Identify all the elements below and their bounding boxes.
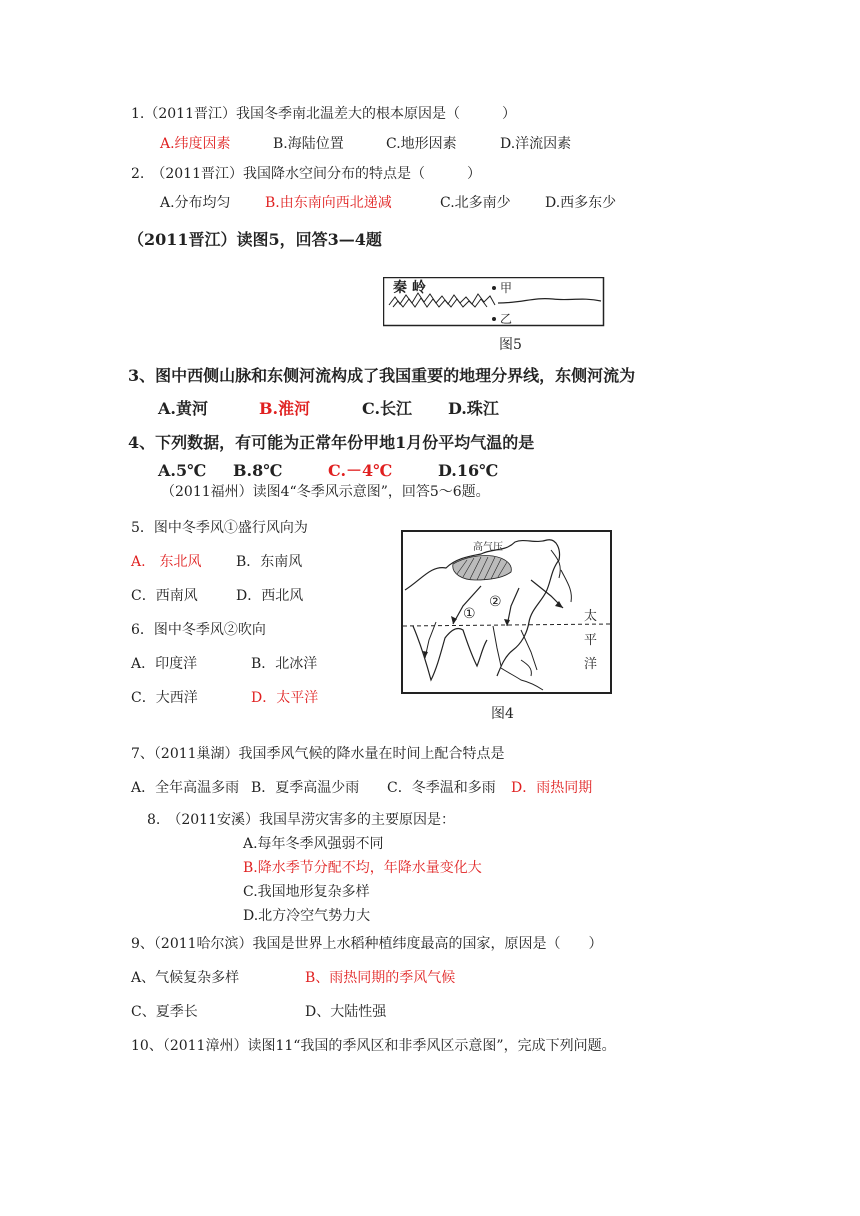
q2-option-a: A.分布均匀	[160, 195, 231, 211]
q4-stem: 4、下列数据，有可能为正常年份甲地1月份平均气温的是	[128, 433, 535, 452]
q7-option-c: C．冬季温和多雨	[387, 780, 496, 796]
fig4-ocean-2: 平	[584, 633, 598, 648]
fig4-ocean-1: 太	[584, 609, 598, 624]
fig5-label-yi: 乙	[500, 312, 513, 326]
q8-option-a: A.每年冬季风强弱不同	[243, 836, 384, 852]
q4-option-c: C.－4℃	[328, 461, 393, 480]
q6-option-d: D．太平洋	[251, 690, 319, 706]
q7-option-a: A．全年高温多雨	[131, 780, 240, 796]
fig4-mark-1: ①	[463, 606, 476, 622]
fig5-label-jia: 甲	[500, 281, 513, 295]
q8-option-c: C.我国地形复杂多样	[243, 884, 370, 900]
fig4-mark-2: ②	[489, 594, 502, 610]
q7-option-b: B．夏季高温少雨	[251, 780, 360, 796]
q4-option-b: B.8℃	[233, 461, 283, 480]
q3-option-d: D.珠江	[448, 399, 499, 418]
q4-option-a: A.5℃	[158, 461, 207, 480]
q5-option-b: B．东南风	[236, 554, 303, 570]
q2-option-c: C.北多南少	[440, 195, 511, 211]
q1-option-b: B.海陆位置	[273, 136, 344, 152]
q9-option-a: A、气候复杂多样	[131, 970, 240, 986]
q6-stem: 6．图中冬季风②吹向	[131, 622, 266, 638]
q2-stem: 2. （2011晋江）我国降水空间分布的特点是（ ）	[131, 166, 481, 182]
q1-option-c: C.地形因素	[386, 136, 457, 152]
q7-stem: 7、（2011巢湖）我国季风气候的降水量在时间上配合特点是	[131, 746, 505, 762]
q3-option-b: B.淮河	[259, 399, 311, 418]
fig5-caption: 图5	[499, 337, 522, 353]
fig5-point-jia	[492, 286, 496, 290]
q5-stem: 5．图中冬季风①盛行风向为	[131, 520, 308, 536]
intro-5-6: （2011福州）读图4“冬季风示意图”，回答5～6题。	[161, 484, 490, 500]
q10-stem: 10、（2011漳州）读图11“我国的季风区和非季风区示意图”，完成下列问题。	[131, 1038, 616, 1054]
q2-option-b: B.由东南向西北递减	[265, 195, 392, 211]
q7-option-d: D．雨热同期	[511, 780, 593, 796]
q3-option-a: A.黄河	[158, 399, 208, 418]
fig4-caption: 图4	[491, 706, 514, 722]
q6-option-c: C．大西洋	[131, 690, 198, 706]
q3-option-c: C.长江	[362, 399, 413, 418]
q1-option-a: A.纬度因素	[160, 136, 231, 152]
q8-option-b: B.降水季节分配不均，年降水量变化大	[243, 860, 482, 876]
fig4-high-pressure-label: 高气压	[473, 542, 503, 553]
q6-option-a: A．印度洋	[131, 656, 198, 672]
q1-stem: 1.（2011晋江）我国冬季南北温差大的根本原因是（ ）	[131, 106, 516, 122]
q6-option-b: B．北冰洋	[251, 656, 318, 672]
q2-option-d: D.西多东少	[545, 195, 617, 211]
fig5-mountain-label: 秦 岭	[393, 280, 426, 296]
intro-3-4: （2011晋江）读图5，回答3—4题	[128, 230, 382, 249]
figure-5	[383, 277, 605, 327]
fig5-point-yi	[492, 317, 496, 321]
q4-option-d: D.16℃	[438, 461, 499, 480]
q5-option-a: A. 东北风	[131, 554, 202, 570]
q5-option-c: C．西南风	[131, 588, 198, 604]
q9-option-d: D、大陆性强	[305, 1004, 387, 1020]
q1-option-d: D.洋流因素	[500, 136, 572, 152]
q8-option-d: D.北方冷空气势力大	[243, 908, 371, 924]
q9-option-b: B、雨热同期的季风气候	[305, 970, 456, 986]
q3-stem: 3、图中西侧山脉和东侧河流构成了我国重要的地理分界线，东侧河流为	[128, 366, 636, 385]
fig4-ocean-3: 洋	[584, 657, 598, 672]
q5-option-d: D．西北风	[236, 588, 304, 604]
q9-stem: 9、（2011哈尔滨）我国是世界上水稻种植纬度最高的国家，原因是（ ）	[131, 936, 603, 952]
figure-4-map	[401, 530, 612, 694]
q8-stem: 8. （2011安溪）我国旱涝灾害多的主要原因是：	[147, 812, 455, 828]
q9-option-c: C、夏季长	[131, 1004, 198, 1020]
